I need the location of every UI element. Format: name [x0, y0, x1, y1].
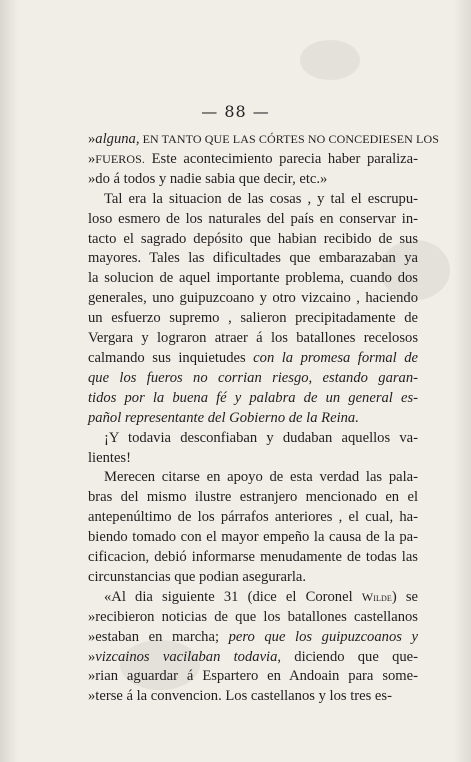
text-line — [88, 230, 418, 250]
text-line — [88, 190, 418, 210]
text-line — [88, 170, 418, 190]
text-line — [88, 389, 418, 409]
text-span: »rian aguardar á Espartero en Andoain para some- — [88, 668, 418, 685]
paper-stain — [300, 40, 360, 80]
text-line — [88, 269, 418, 289]
text-span: un esfuerzo supremo , salieron precipitadamente de — [88, 310, 418, 327]
text-span: »estaban en marcha; — [88, 628, 229, 645]
text-span: antepenúltimo de los párrafos anteriores , el cual, ha- — [88, 509, 418, 526]
page-number: — 88 — — [201, 102, 270, 121]
text-span: Vergara y lograron atraer á los batallones recelosos — [88, 330, 418, 347]
text-span: Este acontecimiento parecia haber paraliza- — [145, 150, 418, 167]
text-span: »do á todos y nadie sabia que decir, etc.» — [88, 170, 328, 187]
text-line — [88, 608, 418, 628]
text-line — [88, 130, 439, 150]
text-line — [88, 667, 418, 687]
text-line — [88, 369, 418, 389]
text-span: Merecen citarse en apoyo de esta verdad las pala- — [104, 469, 418, 486]
text-line — [88, 409, 418, 429]
text-line — [88, 568, 418, 588]
text-span: » — [88, 131, 96, 147]
text-line — [88, 329, 418, 349]
text-span: que los fueros no corrian riesgo, estando garan- — [88, 369, 418, 386]
text-span: bras del mismo ilustre estranjero mencionado en el — [88, 489, 418, 506]
text-span: » — [88, 648, 96, 665]
text-span: calmando sus inquietudes — [88, 349, 254, 366]
text-line — [88, 488, 418, 508]
text-line — [88, 289, 418, 309]
text-span: cificacion, debió informarse menudamente de todas las — [88, 549, 418, 566]
text-span: tacto el sagrado depósito que habian recibido de sus — [88, 230, 418, 247]
text-line — [88, 150, 418, 170]
text-line — [88, 528, 418, 548]
text-span: pero que los guipuzcoanos y — [228, 628, 418, 645]
text-span: pañol representante del Gobierno de la Reina. — [88, 409, 359, 426]
text-span: ¡Y todavia desconfiaban y dudaban aquellos va- — [104, 429, 418, 446]
text-span: circunstancias que podian asegurarla. — [88, 568, 307, 585]
text-line — [88, 429, 418, 449]
text-span: lientes! — [88, 449, 131, 466]
text-span: mayores. Tales las dificultades que embarazaban ya — [88, 250, 418, 267]
text-span: la solucion de aquel importante problema, cuando dos — [88, 270, 418, 287]
text-line — [88, 687, 418, 707]
text-span: vizcainos vacilaban todavia — [95, 648, 278, 665]
text-span: loso esmero de los naturales del país en conservar in- — [88, 210, 418, 227]
text-span: » — [88, 150, 96, 167]
text-line — [88, 349, 418, 369]
text-line — [88, 508, 418, 528]
text-span: , diciendo que que- — [277, 648, 418, 665]
text-span: con la promesa formal de — [253, 349, 419, 366]
body-text — [88, 130, 439, 707]
text-line — [88, 548, 418, 568]
text-line — [88, 648, 418, 668]
text-line — [88, 588, 418, 608]
text-span: ) se — [391, 588, 418, 605]
text-span: biendo tomado con el mayor empeño la causa de la pa- — [88, 529, 418, 546]
text-line — [88, 309, 418, 329]
text-span: Tal era la situacion de las cosas , y tal el escrupu- — [104, 190, 418, 207]
text-span: EN TANTO QUE LAS CÓRTES NO CONCEDIESEN LOS — [139, 132, 439, 146]
text-span: generales, uno guipuzcoano y otro vizcaino , haciendo — [88, 290, 418, 307]
text-line — [88, 449, 418, 469]
text-span: alguna, — [95, 131, 140, 147]
text-span: »recibieron noticias de que los batallones castellanos — [88, 608, 418, 625]
text-span: FUEROS. — [95, 151, 146, 166]
text-line — [88, 210, 418, 230]
text-span: »terse á la convencion. Los castellanos y los tres es- — [88, 688, 392, 705]
text-line — [88, 249, 418, 269]
text-span: tidos por la buena fé y palabra de un general es- — [88, 389, 418, 406]
text-line — [88, 468, 418, 488]
text-line — [88, 628, 418, 648]
text-span: «Al dia siguiente 31 (dice el Coronel — [104, 588, 362, 605]
text-span: Wilde — [361, 589, 392, 604]
